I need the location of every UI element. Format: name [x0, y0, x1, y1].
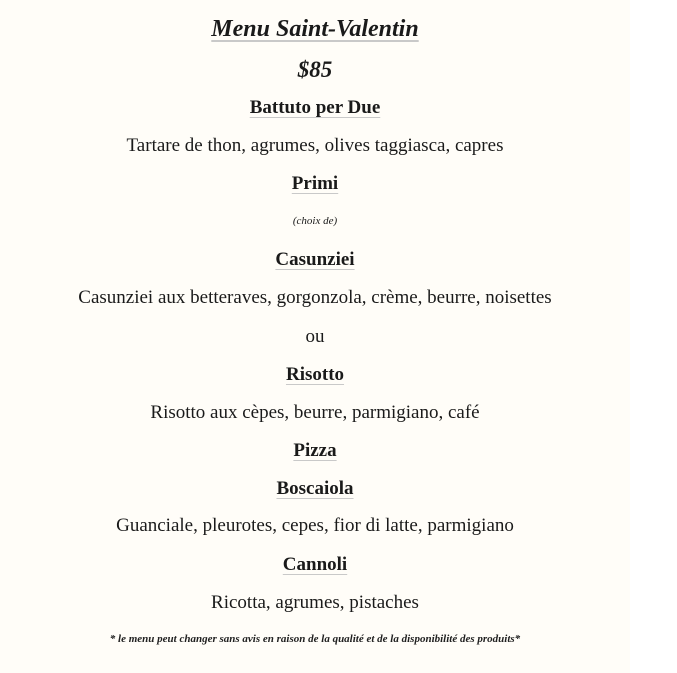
course-note-choix: (choix de) [292, 215, 338, 227]
course-heading-boscaiola: Boscaiola [276, 478, 354, 499]
course-description-battuto: Tartare de thon, agrumes, olives taggiasca, capres [126, 135, 504, 156]
course-separator-ou: ou [305, 326, 325, 347]
menu-price: $85 [297, 57, 333, 82]
course-description-boscaiola: Guanciale, pleurotes, cepes, fior di latte, parmigiano [116, 515, 514, 536]
course-heading-risotto: Risotto [285, 364, 345, 385]
course-heading-cannoli: Cannoli [282, 554, 348, 575]
page-right-margin [630, 0, 677, 673]
course-heading-casunziei: Casunziei [275, 249, 355, 270]
menu-footer-note: * le menu peut changer sans avis en raison de la qualité et de la disponibilité des produits* [109, 633, 521, 645]
menu-title: Menu Saint-Valentin [211, 16, 419, 42]
course-heading-pizza: Pizza [293, 440, 337, 461]
course-heading-primi: Primi [291, 173, 339, 194]
course-description-casunziei: Casunziei aux betteraves, gorgonzola, crème, beurre, noisettes [78, 287, 552, 308]
course-description-cannoli: Ricotta, agrumes, pistaches [211, 592, 419, 613]
course-description-risotto: Risotto aux cèpes, beurre, parmigiano, café [150, 402, 480, 423]
course-heading-battuto: Battuto per Due [249, 97, 381, 118]
